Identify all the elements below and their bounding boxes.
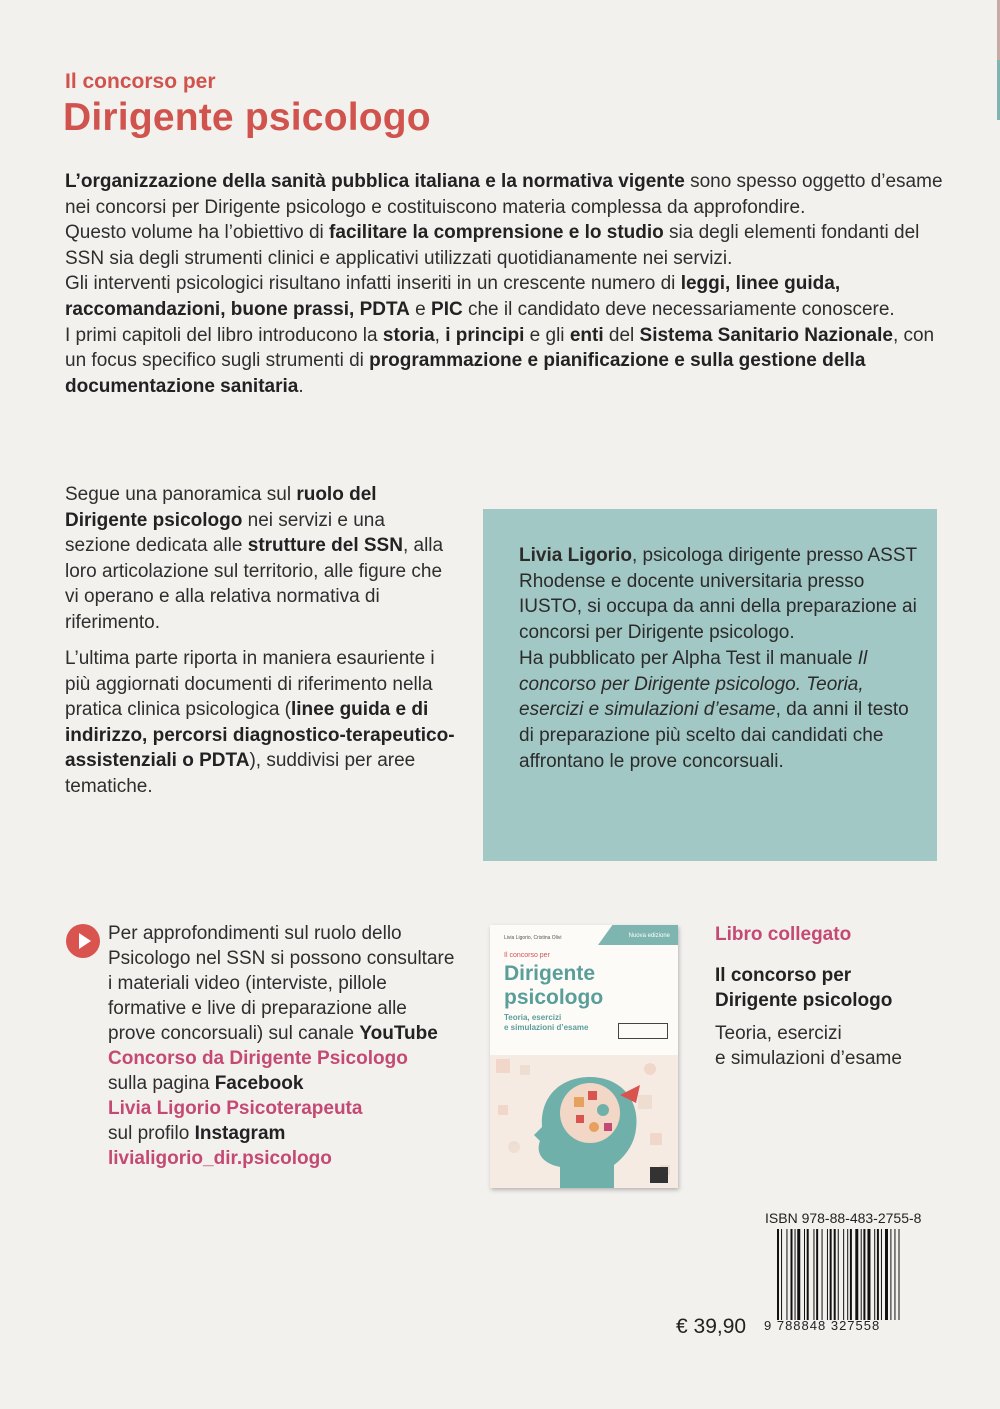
cover-authors: Livia Ligorio, Cristina Olivi: [504, 935, 562, 941]
barcode-bar: [867, 1229, 870, 1320]
barcode-bar: [874, 1229, 875, 1320]
cover-edition: Nuova edizione: [628, 933, 670, 939]
barcode-bar: [797, 1229, 800, 1320]
related-subtitle: [715, 1021, 902, 1071]
barcode-bar: [830, 1229, 832, 1320]
barcode-bar: [807, 1229, 809, 1320]
section-documenti-text: L’ultima parte riporta in maniera esauriente i più aggiornati documenti di riferimento nella pratica clinica psicologica (linee guida e di indirizzo, percorsi diagnostico-terapeutico-assistenziali o PDTA), suddivisi per aree tematiche.: [65, 648, 455, 797]
related-heading: Libro collegato: [715, 924, 852, 945]
isbn-text: ISBN 978-88-483-2755-8: [765, 1210, 922, 1226]
cover-title-line-2: psicologo: [504, 986, 604, 1009]
barcode-bar: [890, 1229, 891, 1320]
cover-subtitle-line-1: Teoria, esercizi: [504, 1013, 562, 1022]
related-subtitle-line-2: e simulazioni d’esame: [715, 1048, 902, 1069]
social-link[interactable]: Livia Ligorio Psicoterapeuta: [108, 1098, 363, 1119]
cover-subtitle-line-2: e simulazioni d’esame: [504, 1023, 589, 1032]
barcode-bar: [847, 1229, 848, 1320]
social-link[interactable]: Concorso da Dirigente Psicologo: [108, 1048, 408, 1069]
price: € 39,90: [676, 1315, 747, 1338]
barcode-bar: [899, 1229, 900, 1320]
cover-title: [504, 962, 603, 1010]
barcode-bar: [795, 1229, 796, 1320]
barcode-bar: [804, 1229, 805, 1320]
header-kicker: Il concorso per: [65, 70, 216, 93]
social-links-text: Per approfondimenti sul ruolo dello Psicologo nel SSN si possono consultare i materiali video (interviste, pillole formative e live di preparazione alle prove concorsuali) sul canale YouTube Concorso da Dirigente Psicologo sulla pagina Facebook Livia Ligorio Psicoterapeuta sul profilo Instagram livialigorio_dir.psicologo: [108, 923, 455, 1169]
author-bio-box: [483, 509, 937, 861]
cover-subtitle: [504, 1013, 588, 1033]
related-book-cover[interactable]: [490, 925, 678, 1188]
author-bio-text: Livia Ligorio, psicologa dirigente presso ASST Rhodense e docente universitaria presso IUSTO, si occupa da anni della preparazione ai concorsi per Dirigente psicologo. Ha pubblicato per Alpha Test il manuale Il concorso per Dirigente psicologo. Teoria, esercizi e simulazioni d’esame, da anni il testo di preparazione più scelto dai candidati che affrontano le prove concorsuali.: [519, 545, 917, 772]
barcode-bar: [838, 1229, 839, 1320]
barcode-bar: [855, 1229, 858, 1320]
intro-text: L’organizzazione della sanità pubblica italiana e la normativa vigente sono spesso oggetto d’esame nei concorsi per Dirigente psicologo e costituiscono materia complessa da approfondire. Questo volume ha l’obiettivo di facilitare la comprensione e lo studio sia degli elementi fondanti del SSN sia degli strumenti clinici e applicativi utilizzati quotidianamente nei servizi. Gli interventi psicologici risultano infatti inseriti in un crescente numero di leggi, linee guida, raccomandazioni, buone prassi, PDTA e PIC che il candidato deve necessariamente conoscere. I primi capitoli del libro introducono la storia, i principi e gli enti del Sistema Sanitario Nazionale, con un focus specifico sugli strumenti di programmazione e pianificazione e sulla gestione della documentazione sanitaria.: [65, 171, 943, 397]
barcode-bar: [850, 1229, 852, 1320]
related-title: [715, 963, 892, 1013]
section-ruolo-text: Segue una panoramica sul ruolo del Dirigente psicologo nei servizi e una sezione dedicata alle strutture del SSN, alla loro articolazione sul territorio, alle figure che vi operano e alla relativa normativa di riferimento.: [65, 484, 444, 633]
barcode-bar: [781, 1229, 782, 1320]
cover-logo-icon: [618, 1023, 668, 1039]
barcode-bar: [786, 1229, 787, 1320]
play-icon[interactable]: [66, 924, 100, 958]
barcode-bar: [813, 1229, 814, 1320]
barcode-bar: [791, 1229, 793, 1320]
social-link[interactable]: livialigorio_dir.psicologo: [108, 1148, 332, 1169]
barcode-bar: [834, 1229, 836, 1320]
barcode-digits: 9 788848 327558: [764, 1318, 881, 1333]
barcode-bar: [885, 1229, 888, 1320]
related-subtitle-line-1: Teoria, esercizi: [715, 1023, 842, 1044]
barcode-bar: [894, 1229, 895, 1320]
barcode-bar: [822, 1229, 823, 1320]
barcode-bar: [877, 1229, 879, 1320]
related-title-line-1: Il concorso per: [715, 965, 852, 986]
barcode: [777, 1229, 935, 1320]
barcode-bar: [777, 1229, 779, 1320]
cover-head-illustration: [490, 1055, 678, 1188]
barcode-bar: [861, 1229, 862, 1320]
barcode-bar: [816, 1229, 818, 1320]
related-title-line-2: Dirigente psicologo: [715, 990, 893, 1011]
barcode-bar: [881, 1229, 882, 1320]
barcode-bar: [843, 1229, 844, 1320]
barcode-bar: [863, 1229, 865, 1320]
cover-title-line-1: Dirigente: [504, 962, 596, 985]
cover-kicker: Il concorso per: [504, 952, 550, 959]
page-title: Dirigente psicologo: [63, 96, 431, 139]
barcode-bar: [827, 1229, 828, 1320]
